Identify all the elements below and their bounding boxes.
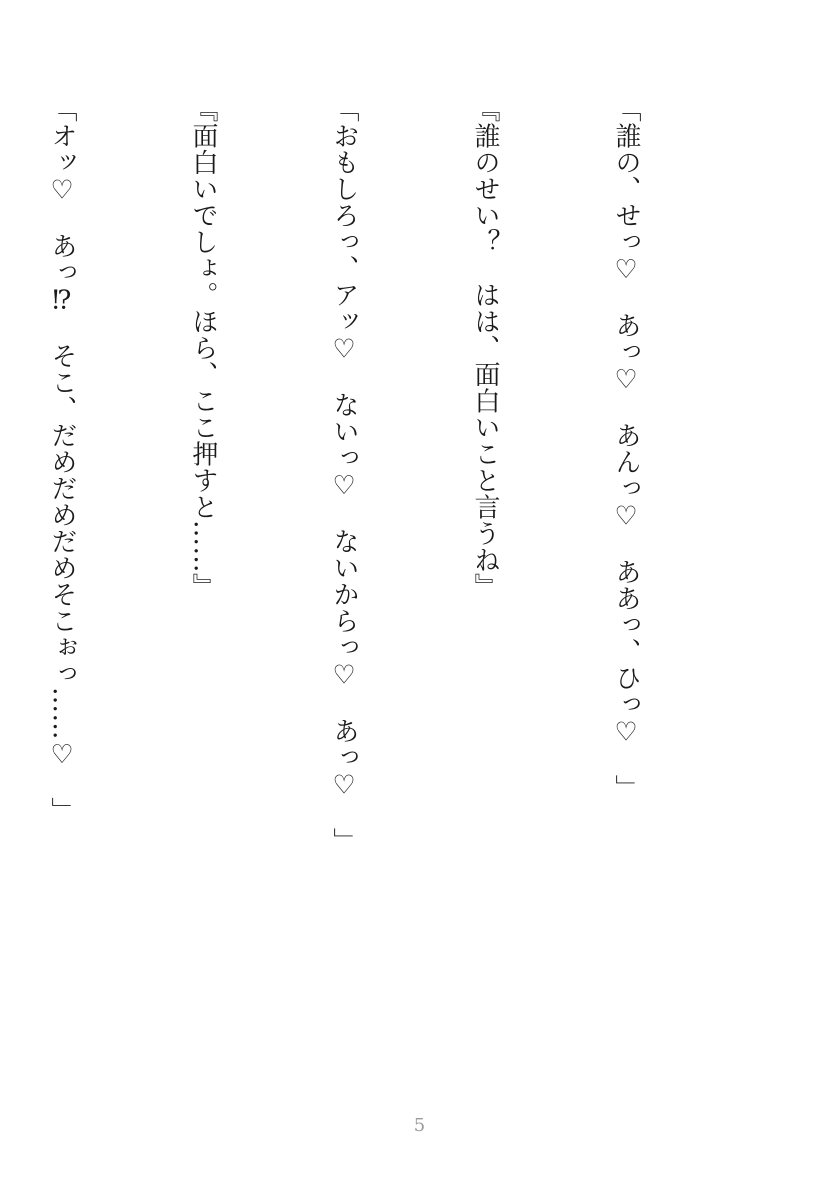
dialogue-line: 「オッ♡ あっ⁉ そこ、だめだめだめそこぉっ……♡ 」 xyxy=(47,96,77,824)
dialogue-line: 『面白いでしょ。ほら、ここ押すと……』 xyxy=(188,96,218,600)
vertical-text-body xyxy=(0,96,743,1086)
page-number: 5 xyxy=(413,1115,426,1136)
dialogue-line: 『誰のせい？ はは、面白いこと言うね』 xyxy=(470,96,500,600)
dialogue-line: 「おもしろっ、アッ♡ ないっ♡ ないからっ♡ あっ♡ 」 xyxy=(329,96,359,854)
dialogue-line: 「誰の、せっ♡ あっ♡ あんっ♡ ああっ、ひっ♡ 」 xyxy=(611,96,641,801)
